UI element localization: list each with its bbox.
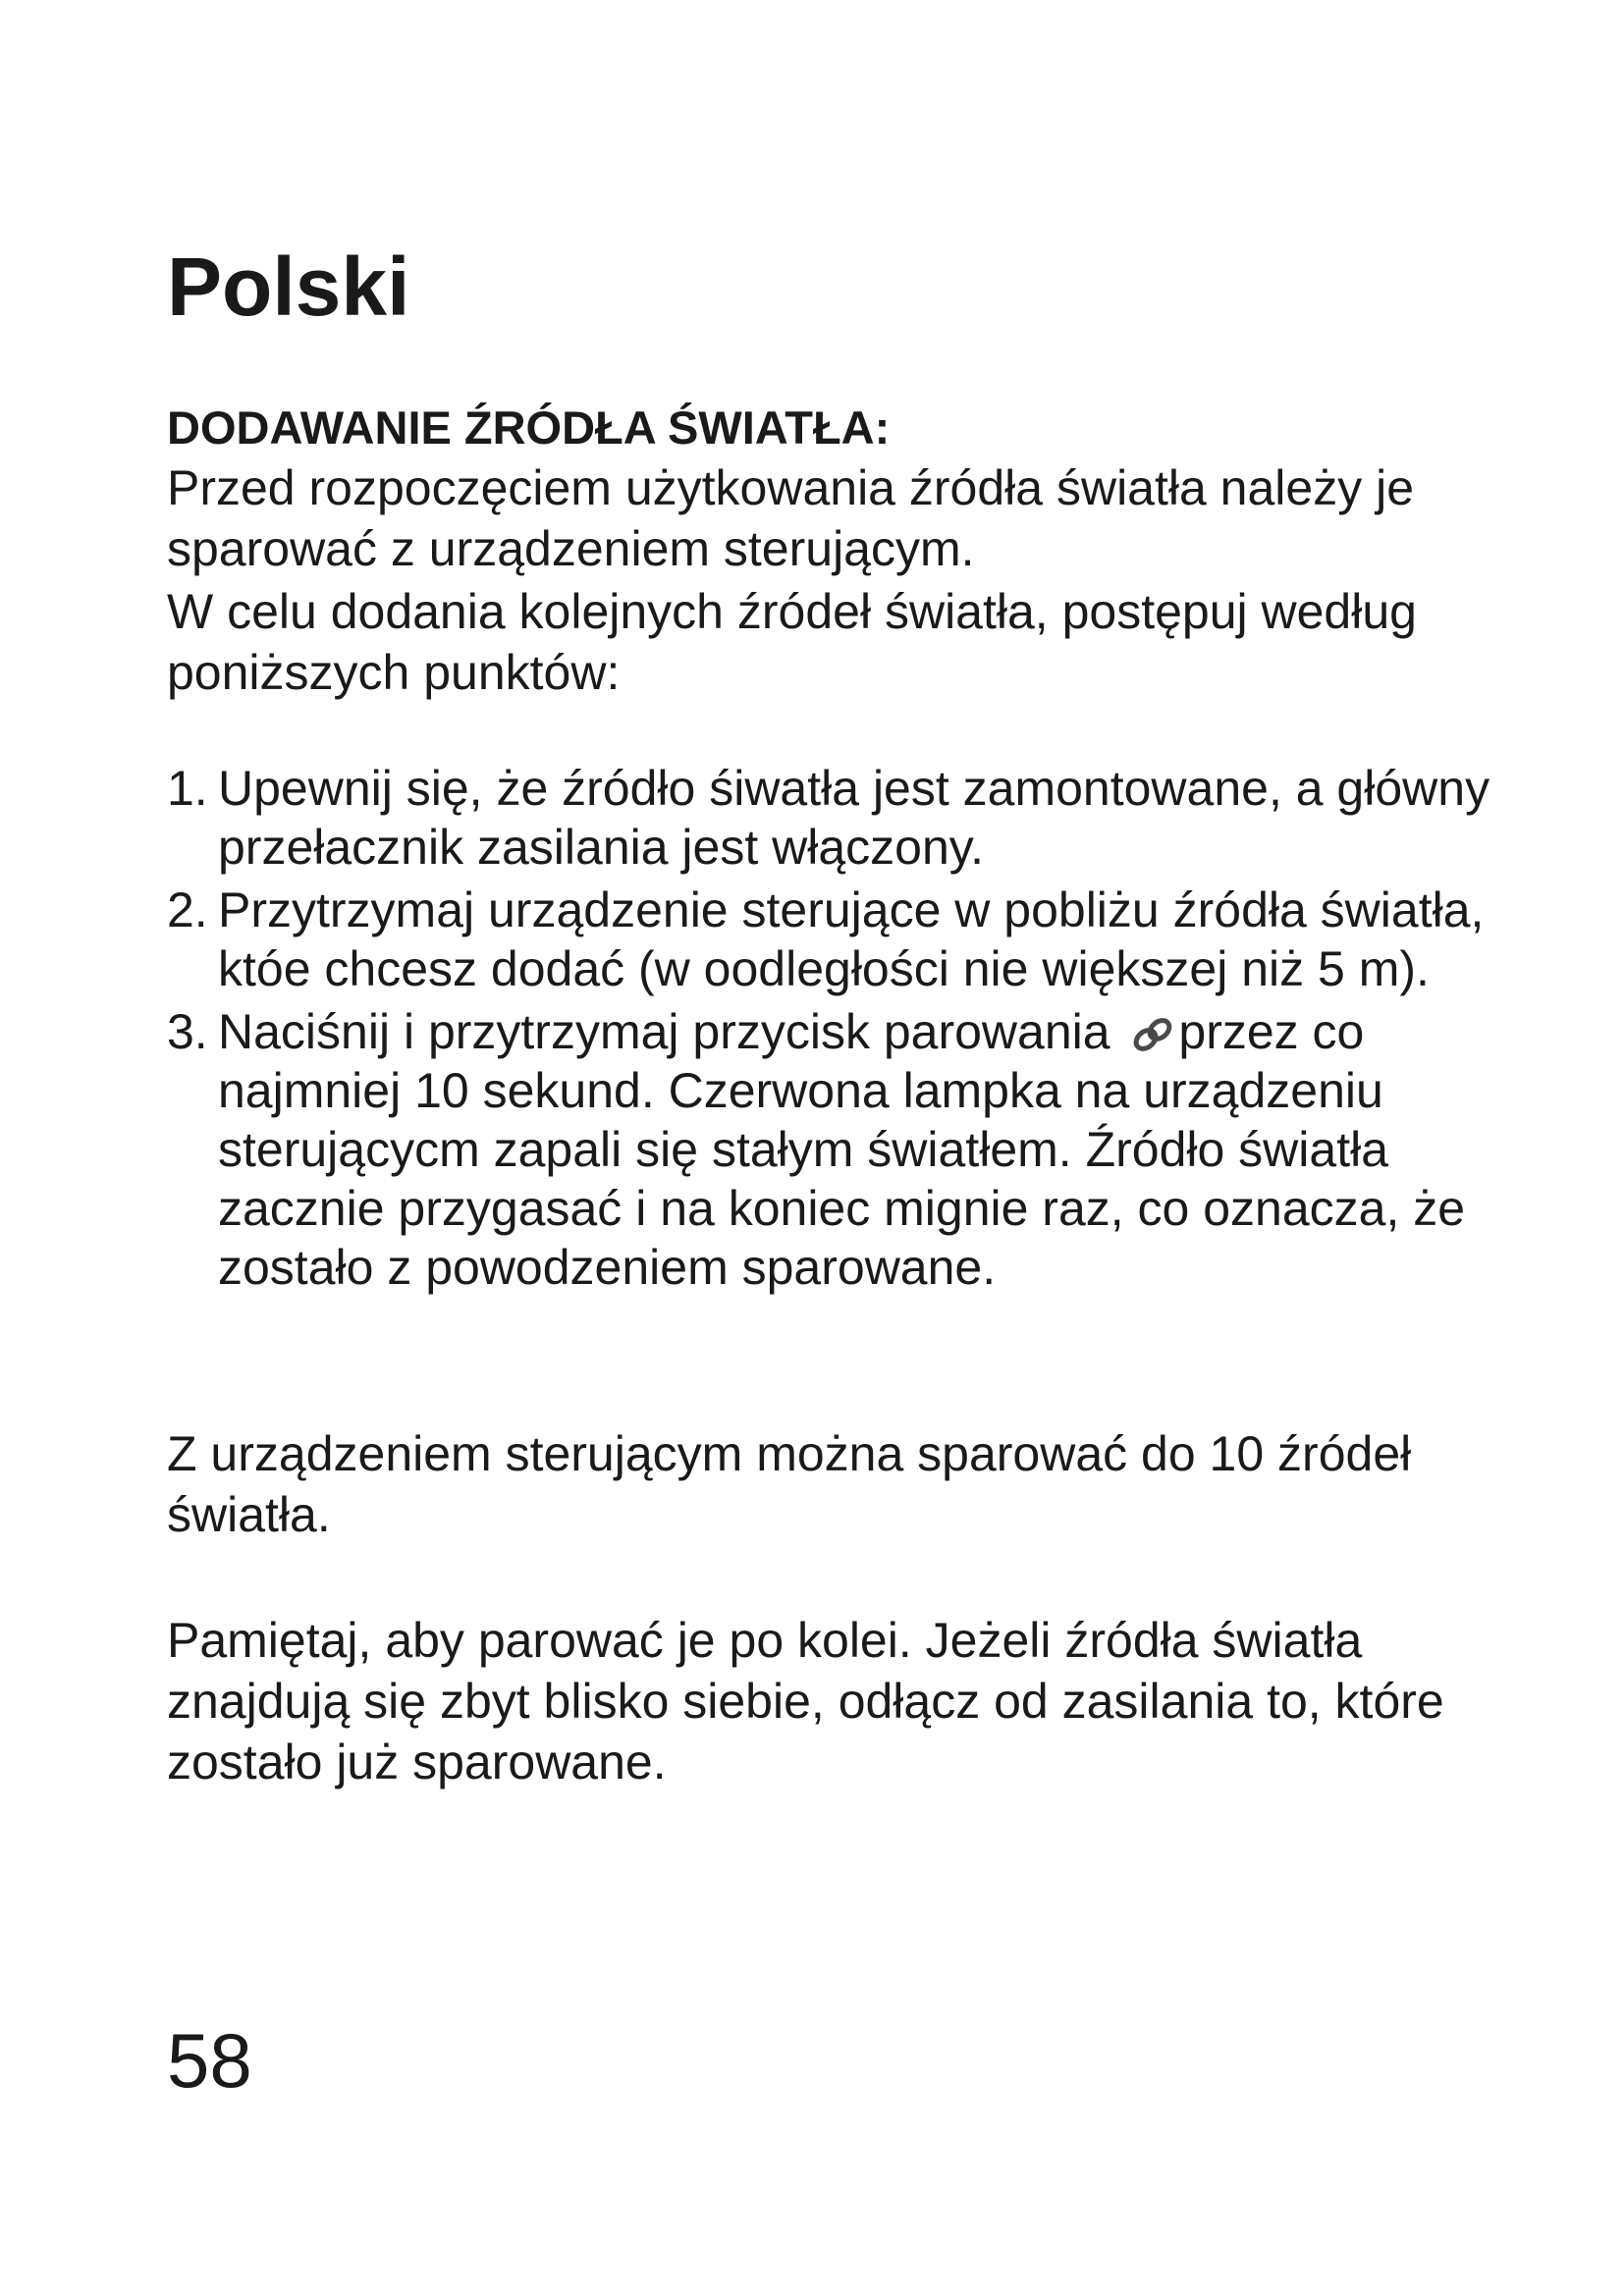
step-item-3 xyxy=(167,1002,1522,1297)
step-item-1 xyxy=(167,759,1522,877)
step-text: Upewnij się, że źródło śiwatła jest zamontowane, a główny przełacznik zasilania jest włączony. xyxy=(218,761,1490,875)
step-item-2 xyxy=(167,881,1522,998)
section-heading: DODAWANIE ŹRÓDŁA ŚWIATŁA: xyxy=(167,401,891,454)
step-number: 1. xyxy=(167,761,208,816)
intro-paragraph-2: W celu dodania kolejnych źródeł światła, postępuj według poniższych punktów: xyxy=(167,584,1417,700)
page-number: 58 xyxy=(167,2017,252,2104)
outro-paragraph-1: Z urządzeniem sterującym można sparować do 10 źródeł światła. xyxy=(167,1426,1412,1542)
step-number: 2. xyxy=(167,882,208,937)
step-text-before-icon: Naciśnij i przytrzymaj przycisk parowania xyxy=(218,1004,1110,1059)
step-text-after-icon: przez co najmniej 10 sekund. Czerwona lampka na urządzeniu sterującycm zapali się stałym światłem. Źródło światła zacznie przygasać i na koniec mignie raz, co oznacza, że zostało z powodzeniem sparowane. xyxy=(218,1004,1466,1295)
step-number: 3. xyxy=(167,1004,208,1059)
intro-paragraph-1: Przed rozpoczęciem użytkowania źródła światła należy je sparować z urządzeniem sterującym. xyxy=(167,460,1415,576)
language-title: Polski xyxy=(167,240,410,333)
pairing-link-icon xyxy=(1129,1013,1176,1056)
outro-paragraph-2: Pamiętaj, aby parować je po kolei. Jeżeli źródła światła znajdują się zbyt blisko siebie, odłącz od zasilania to, które zostało już sparowane. xyxy=(167,1613,1444,1789)
pairing-steps-list xyxy=(167,759,1522,1301)
step-text: Przytrzymaj urządzenie sterujące w pobliżu źródła światła, któe chcesz dodać (w oodległości nie większej niż 5 m). xyxy=(218,882,1485,996)
